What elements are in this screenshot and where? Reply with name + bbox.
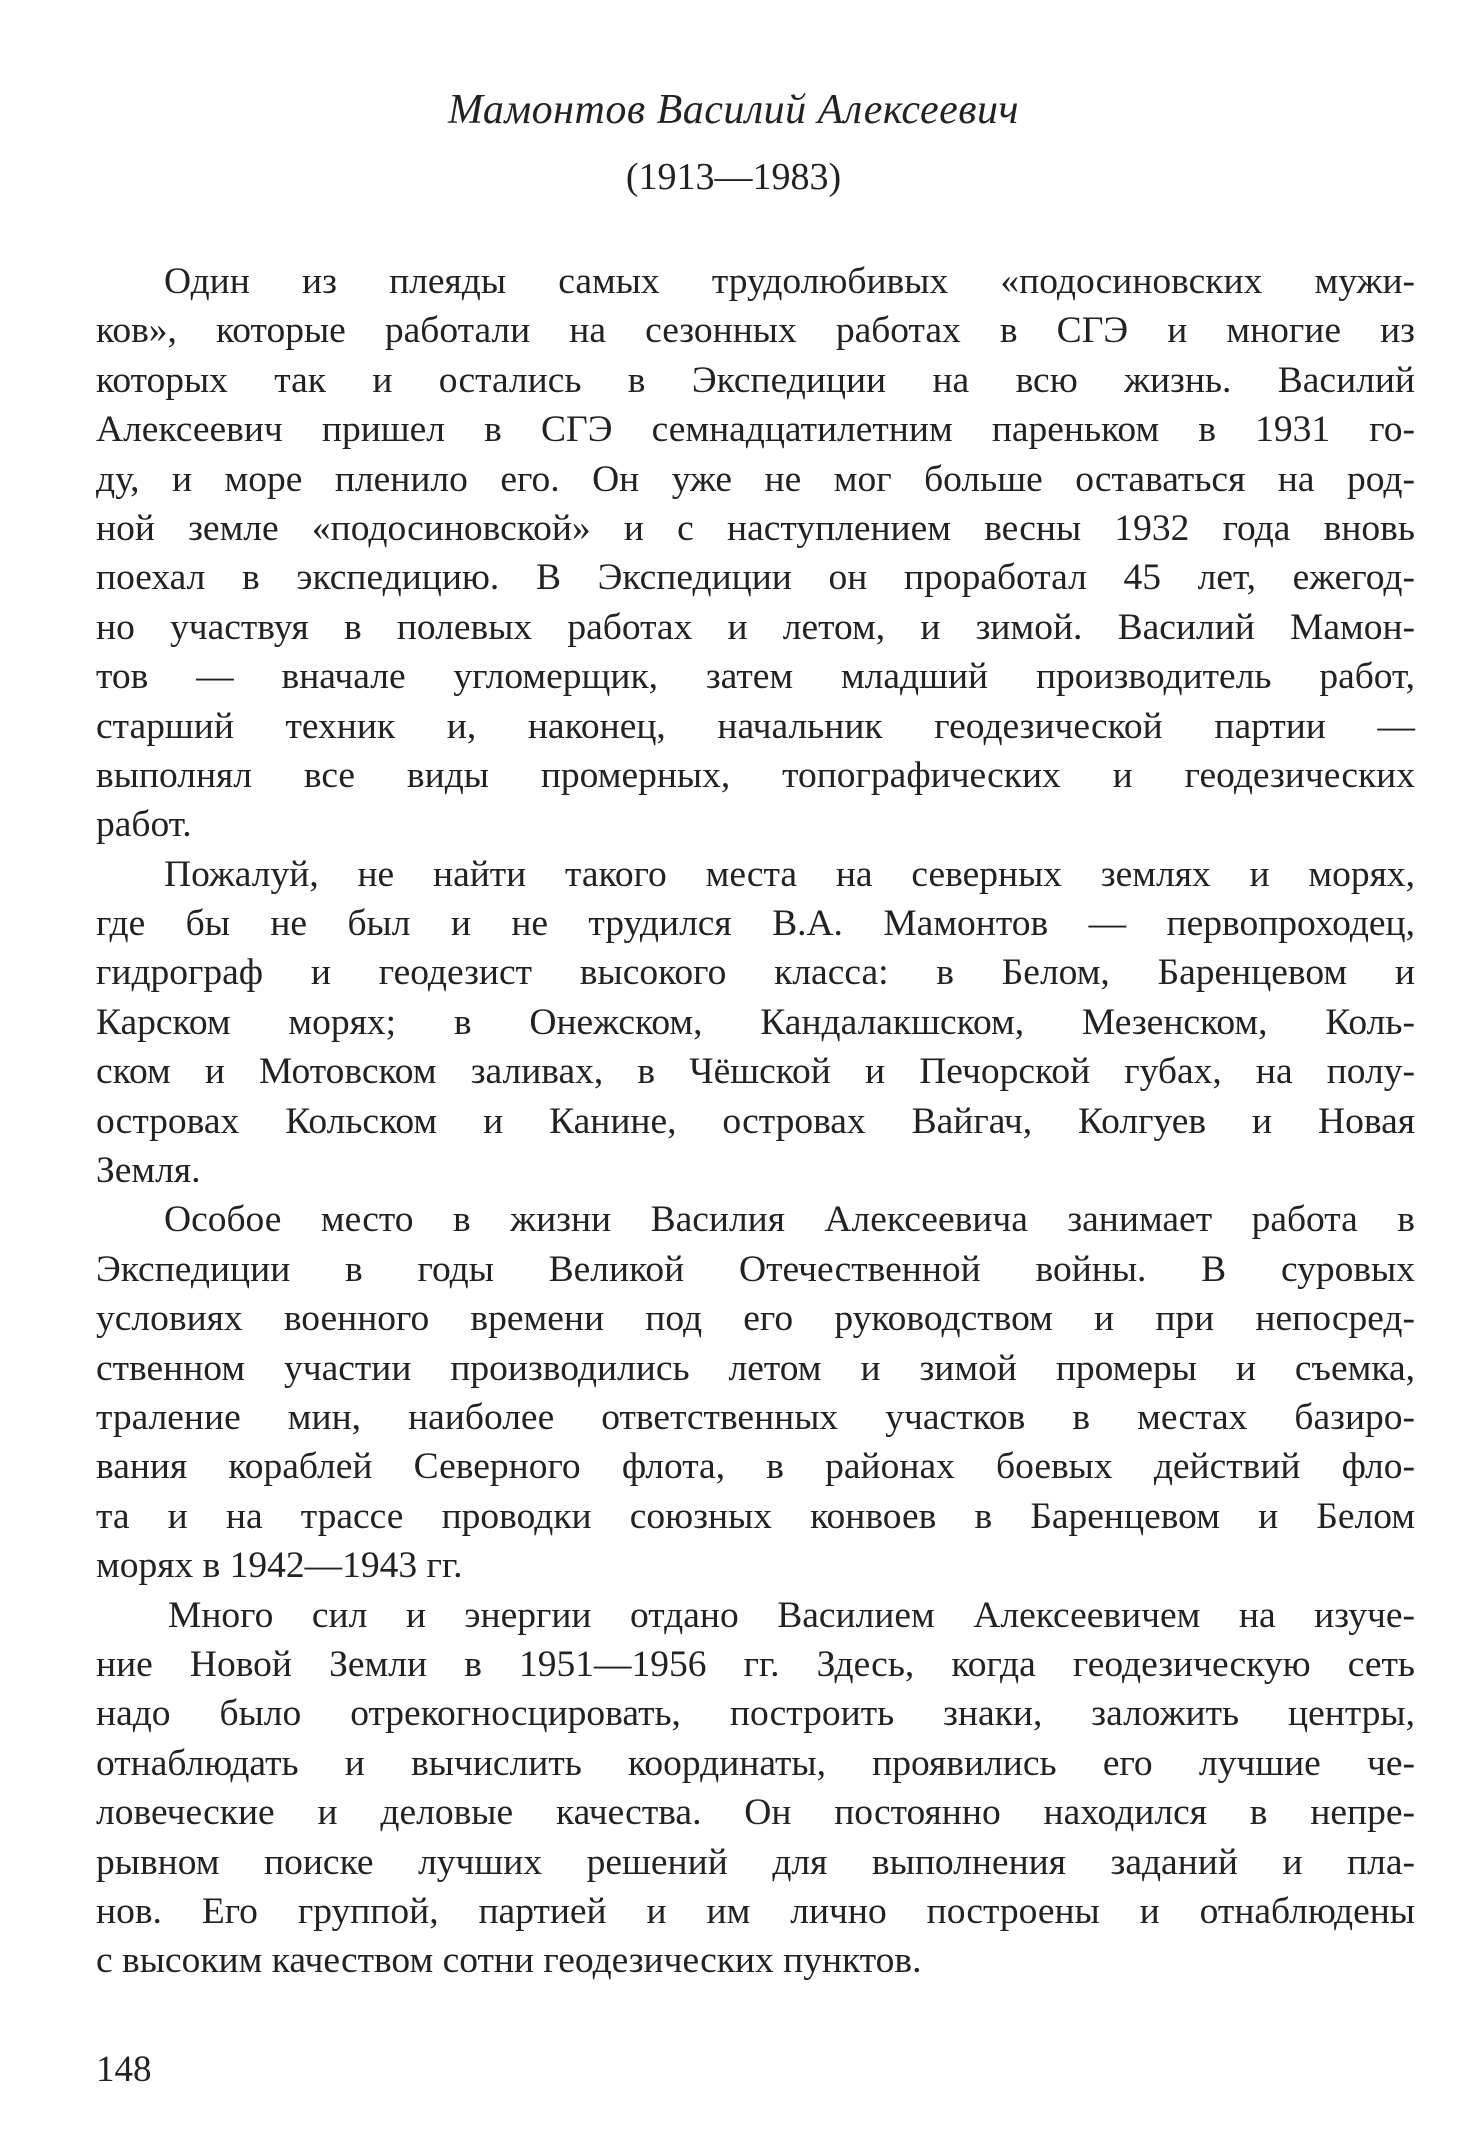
text-line: Алексеевич пришел в СГЭ семнадцатилетним пареньком в 1931 го- bbox=[96, 409, 1415, 451]
text-line: ловеческие и деловые качества. Он постоянно находился в непре- bbox=[96, 1792, 1415, 1834]
text-line: отнаблюдать и вычислить координаты, проявились его лучшие че- bbox=[96, 1742, 1415, 1784]
text-line: условиях военного времени под его руководством и при непосред- bbox=[96, 1298, 1415, 1340]
article-body bbox=[96, 257, 1415, 1986]
paragraph bbox=[96, 257, 1415, 850]
text-line: где бы не был и не трудился В.А. Мамонтов — первопроходец, bbox=[96, 903, 1415, 945]
text-line: ственном участии производились летом и зимой промеры и съемка, bbox=[96, 1347, 1415, 1389]
text-line: Особое место в жизни Василия Алексеевича занимает работа в bbox=[164, 1199, 1415, 1241]
text-line: Карском морях; в Онежском, Кандалакшском, Мезенском, Коль- bbox=[96, 1001, 1415, 1043]
text-line: надо было отрекогносцировать, построить знаки, заложить центры, bbox=[96, 1693, 1415, 1735]
text-line: старший техник и, наконец, начальник геодезической партии — bbox=[96, 705, 1415, 747]
text-line: Экспедиции в годы Великой Отечественной войны. В суровых bbox=[96, 1248, 1415, 1290]
text-line: Пожалуй, не найти такого места на северных землях и морях, bbox=[164, 853, 1415, 895]
text-line: но участвуя в полевых работах и летом, и зимой. Василий Мамон- bbox=[96, 606, 1415, 648]
text-line: вания кораблей Северного флота, в районах боевых действий фло- bbox=[96, 1446, 1415, 1488]
text-line: с высоким качеством сотни геодезических пунктов. bbox=[96, 1940, 922, 1982]
text-line: работ. bbox=[96, 804, 192, 846]
text-line: ков», которые работали на сезонных работах в СГЭ и многие из bbox=[96, 310, 1415, 352]
text-line: траление мин, наиболее ответственных участков в местах базиро- bbox=[96, 1396, 1415, 1438]
text-line: тов — вначале угломерщик, затем младший производитель работ, bbox=[96, 656, 1415, 698]
text-line: Земля. bbox=[96, 1150, 201, 1192]
text-line: островах Кольском и Канине, островах Вайгач, Колгуев и Новая bbox=[96, 1100, 1415, 1142]
text-line: Один из плеяды самых трудолюбивых «подосиновских мужи- bbox=[164, 261, 1415, 302]
text-line: поехал в экспедицию. В Экспедиции он проработал 45 лет, ежегод- bbox=[96, 557, 1415, 599]
article-title: Мамонтов Василий Алексеевич bbox=[447, 87, 1020, 133]
text-line: ние Новой Земли в 1951—1956 гг. Здесь, когда геодезическую сеть bbox=[96, 1643, 1415, 1685]
page-number: 148 bbox=[96, 2049, 152, 2090]
text-line: морях в 1942—1943 гг. bbox=[96, 1545, 463, 1587]
text-line: ском и Мотовском заливах, в Чёшской и Печорской губах, на полу- bbox=[96, 1051, 1415, 1093]
text-line: ной земле «подосиновской» и с наступлением весны 1932 года вновь bbox=[96, 507, 1415, 549]
life-dates: (1913—1983) bbox=[625, 156, 842, 198]
text-line: рывном поиске лучших решений для выполнения заданий и пла- bbox=[96, 1841, 1415, 1883]
paragraph bbox=[96, 1195, 1415, 1590]
text-line: Много сил и энергии отдано Василием Алексеевичем на изуче- bbox=[168, 1594, 1415, 1636]
text-line: выполнял все виды промерных, топографических и геодезических bbox=[96, 754, 1415, 796]
text-line: та и на трассе проводки союзных конвоев в Баренцевом и Белом bbox=[96, 1495, 1415, 1537]
paragraph bbox=[96, 850, 1415, 1196]
text-line: гидрограф и геодезист высокого класса: в Белом, Баренцевом и bbox=[96, 952, 1415, 994]
paragraph bbox=[96, 1591, 1415, 1986]
text-line: ду, и море пленило его. Он уже не мог больше оставаться на род- bbox=[96, 458, 1415, 500]
text-line: нов. Его группой, партией и им лично построены и отнаблюдены bbox=[96, 1890, 1415, 1932]
text-line: которых так и остались в Экспедиции на всю жизнь. Василий bbox=[96, 359, 1415, 401]
